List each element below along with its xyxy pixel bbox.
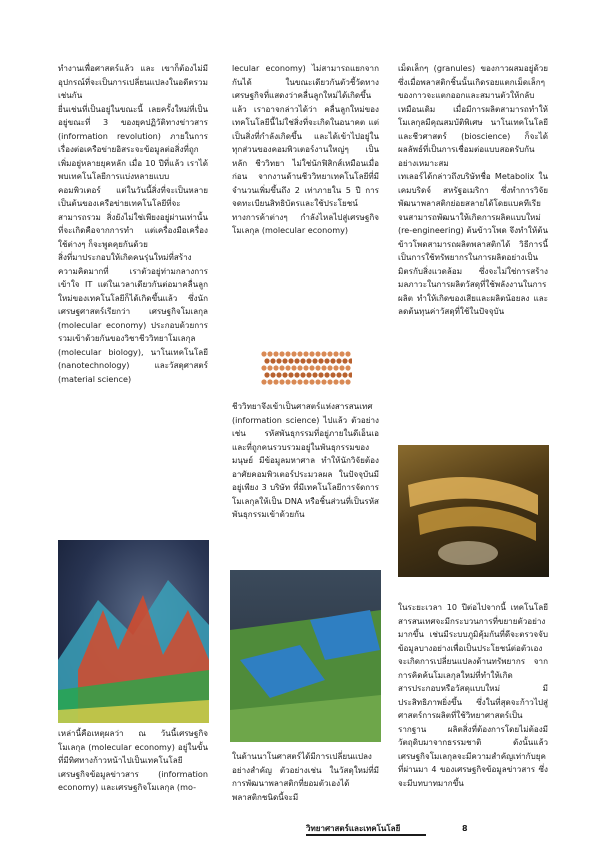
- nanotube-atom: [315, 365, 320, 370]
- nanotube-atom: [348, 358, 352, 363]
- nanotube-atom: [324, 372, 329, 377]
- nanotube-atom: [321, 365, 326, 370]
- magazine-name: วิทยาศาสตร์และเทคโนโลยี: [306, 824, 401, 833]
- nanotube-atom: [285, 379, 290, 384]
- nanotube-atom: [294, 358, 299, 363]
- nanotube-atom: [267, 379, 272, 384]
- nanotube-atom: [309, 365, 314, 370]
- nanotube-atom: [270, 358, 275, 363]
- column-2-text: lecular economy) ไม่สามารถแยกจากกันได้ ในขณะเดียวกันตัวชี้วัดทางเศรษฐกิจที่แสดงว่าคลื่นลูกใหม่ได้เกิดขึ้นแล้ว เราอาจกล่าวได้ว่า คลื่นลูกใหม่ของเทคโนโลยีนี้ไม่ใช่สิ่งที่จะเกิดในอนาคต แต่เป็นสิ่งที่กำลังเกิดขึ้น และได้เข้าไปอยู่ในทุกส่วนของคอมพิวเตอร์งานใหญ่ๆ เป็นหลัก ชีววิทยา ไม่ใช่นักฟิสิกส์เหมือนเมื่อก่อน จากงานด้านชีววิทยาเทคโนโลยีที่มีจำนวนเพิ่มขึ้นถึง 2 เท่าภายใน 5 ปี การจดทะเบียนสิทธิบัตรและใช้ประโยชน์ทางการค้าต่างๆ กำลังไหลไปสู่เศรษฐกิจโมเลกุล (molecular economy): [232, 63, 379, 235]
- nanotube-atom: [345, 351, 350, 356]
- nanotube-atom: [327, 351, 332, 356]
- column-2-bottom-text: ในด้านนาโนศาสตร์ได้มีการเปลี่ยนแปลงอย่างสำคัญ ตัวอย่างเช่น ในวัสดุใหม่ที่มีการพัฒนาพลาสติกที่ยอมตัวเองได้ พลาสติกชนิดนี้จะมี: [232, 751, 379, 802]
- nanotube-atom: [285, 365, 290, 370]
- column-3-bottom-text: ในระยะเวลา 10 ปีต่อไปจากนี้ เทคโนโลยีสารสนเทศจะมีกระบวนการที่ขยายตัวอย่างมากขึ้น เช่นมีระบบภูมิคุ้มกันที่ดีจะตรวจจับข้อมูลบางอย่างเพื่อเป็นประโยชน์ต่อตัวเอง จะเกิดการเปลี่ยนแปลงด้านทรัพยากร จากการคิดค้นโมเลกุลใหม่ที่ทำให้เกิดสารประกอบหรือวัสดุแบบใหม่ มีประสิทธิภาพยิ่งขึ้น ซึ่งในที่สุดจะก้าวไปสู่ศาสตร์การผลิตที่ใช้วิทยาศาสตร์เป็นรากฐาน ผลิตสิ่งที่ต้องการโดยไม่ต้องมีวัตถุดิบมาจากธรรมชาติ ดังนั้นแล้วเศรษฐกิจโมเลกุลจะมีความสำคัญเท่ากับยุคที่ผ่านมา 4 ของเศรษฐกิจข้อมูลข่าวสาร ซึ่งจะมีบทบาทมากขึ้น: [398, 602, 548, 788]
- nanotube-atom: [339, 351, 344, 356]
- nanotube-atom: [318, 358, 323, 363]
- nanotube-atom: [276, 372, 281, 377]
- nanotube-atom: [291, 365, 296, 370]
- nanotube-atom: [303, 351, 308, 356]
- nanotube-atom: [318, 372, 323, 377]
- nanotube-atom: [315, 351, 320, 356]
- nanotube-atom: [342, 372, 347, 377]
- nanotube-atom: [324, 358, 329, 363]
- nanotube-atom: [303, 379, 308, 384]
- nanotube-atom: [327, 379, 332, 384]
- nanotube-atom: [312, 372, 317, 377]
- flexible-film-photo: [398, 445, 549, 577]
- nanotube-atom: [273, 365, 278, 370]
- nanotube-atom: [297, 379, 302, 384]
- nanotube-atom: [342, 358, 347, 363]
- nanotube-atom: [330, 372, 335, 377]
- nanotube-atom: [285, 351, 290, 356]
- nanotube-atom: [273, 351, 278, 356]
- nanotube-atom: [306, 372, 311, 377]
- nanotube-atom: [273, 379, 278, 384]
- nanotube-atom: [261, 365, 266, 370]
- nanotube-atom: [330, 358, 335, 363]
- nanotube-atom: [327, 365, 332, 370]
- nanotube-atom: [309, 351, 314, 356]
- nanotube-atom: [282, 372, 287, 377]
- nanotube-atom: [300, 358, 305, 363]
- nanotube-atom: [297, 351, 302, 356]
- nanotube-atom: [267, 365, 272, 370]
- surface-plot-red-blue: [58, 540, 209, 723]
- nanotube-atom: [306, 358, 311, 363]
- nanotube-atom: [264, 358, 269, 363]
- nanotube-atom: [339, 379, 344, 384]
- nanotube-atom: [291, 379, 296, 384]
- nanotube-illustration: [260, 348, 352, 388]
- nanotube-atom: [279, 379, 284, 384]
- nanotube-atom: [288, 372, 293, 377]
- nanotube-atom: [267, 351, 272, 356]
- nanotube-atom: [261, 351, 266, 356]
- nanotube-atom: [312, 358, 317, 363]
- nanotube-atom: [345, 379, 350, 384]
- page-number: 8: [462, 824, 468, 833]
- nanotube-atom: [333, 351, 338, 356]
- nanotube-atom: [288, 358, 293, 363]
- nanotube-atom: [303, 365, 308, 370]
- nanotube-atom: [300, 372, 305, 377]
- column-2-middle-text: ชีววิทยาจึงเข้าเป็นศาสตร์แห่งสารสนเทศ (information science) ไปแล้ว ตัวอย่างเช่น รหัสพันธุกรรมที่อยู่ภายในดีเอ็นเอ และที่ถูกคนรวบรวมอยู่ในพันธุกรรมของมนุษย์ มีข้อมูลมหาศาล ทำให้นักวิจัยต้องอาศัยคอมพิวเตอร์ประมวลผล ในปัจจุบันมีอยู่เพียง 3 บริษัท ที่มีเทคโนโลยีการจัดการโมเลกุลให้เป็น DNA หรือชิ้นส่วนที่เป็นรหัสพันธุกรรมเข้าด้วยกัน: [232, 401, 379, 519]
- nanotube-atom: [333, 365, 338, 370]
- nanotube-atom: [315, 379, 320, 384]
- column-1-text: ทำงานเพื่อศาสตร์แล้ว และ เขาก็ต้องไม่มีอุปกรณ์ที่จะเป็นการเปลี่ยนแปลงในอดีตรวม เช่นกัน ยี่นเช่นที่เป็นอยู่ในขณะนี้ เลยครั้งใหม่ที่เป็นอยู่ขณะที่ 3 ของยุคปฏิวัติทางข่าวสาร (information revolution) ภายในการเรื่องต่อเครือข่ายอิสระจะข้อมูลต่อสิ่งที่ถูกเพิ่มอยู่หลายยุคหลัก เมื่อ 10 ปีที่แล้ว เราได้พบเทคโนโลยีการแบ่งหลายแบบคอมพิวเตอร์ แต่ในวันนี้สิ่งที่จะเป็นหลายเป็นต้นของเครือข่ายเทคโนโลยีที่จะสามารถรวม สิ่งยังไม่ใช่เพียงอยู่ผ่านเท่านั้นที่จะเกิดคือจากการทำ แต่เครื่องมือเครื่องใช้ต่างๆ ก็จะพูดคุยกันด้วย สิ่งที่มาประกอบให้เกิดคนรุ่นใหม่ที่สร้างความคิดมากที่ เราตัวอยู่ท่ามกลางการเข้าใจ IT แต่ในเวลาเดียวกันต่อมาคลื่นลูกใหม่ของเทคโนโลยีก็ได้เกิดขึ้นแล้ว ซึ่งนักเศรษฐศาสตร์เรียกว่า เศรษฐกิจโมเลกุล (molecular economy) ประกอบด้วยการรวมเข้าด้วยกันของวิชาชีววิทยาโมเลกุล (molecular biology), นาโนเทคโนโลยี (nanotechnology) และวัสดุศาสตร์ (material science): [58, 63, 208, 384]
- nanotube-atom: [291, 351, 296, 356]
- nanotube-atom: [279, 365, 284, 370]
- nanotube-atom: [339, 365, 344, 370]
- nanotube-atom: [276, 358, 281, 363]
- nanotube-atom: [336, 372, 341, 377]
- nanotube-atom: [309, 379, 314, 384]
- nanotube-atom: [261, 379, 266, 384]
- column-3-text: เม็ดเล็กๆ (granules) ของกาวผสมอยู่ด้วย ซึ่งเมื่อพลาสติกชิ้นนั้นเกิดรอยแตกเม็ดเล็กๆ ของกาวจะแตกออกและสมานตัวให้กลับเหมือนเดิม เมื่อมีการผลิตสามารถทำให้โมเลกุลมีคุณสมบัติพิเศษ นาโนเทคโนโลยีและชีวศาสตร์ (bioscience) ก็จะได้ผลลัพธ์ที่เป็นการเชื่อมต่อแบบสอดรับกันอย่างเหมาะสม เทเลอร์ได้กล่าวถึงบริษัทชื่อ Metabolix ในเคมบริดจ์ สหรัฐอเมริกา ซึ่งทำการวิจัยพัฒนาพลาสติกย่อยสลายได้โดยแบคทีเรีย จนสามารถพัฒนาให้เกิดการผลิตแบบใหม่ (re-engineering) ต้นข้าวโพด จึงทำให้ต้นข้าวโพดสามารถผลิตพลาสติกได้ วิธีการนี้เป็นการใช้ทรัพยากรในการผลิตอย่างเป็นมิตรกับสิ่งแวดล้อม ซึ่งจะไม่ใช่การสร้างมลภาวะในการผลิตวัสดุที่ใช้พลังงานในการผลิต ทำให้เกิดของเสียและผลิตน้อยลง และลดต้นทุนค่าวัสดุที่ใช้ในปัจจุบัน: [398, 63, 548, 316]
- nanotube-atom: [294, 372, 299, 377]
- nanotube-atom: [348, 372, 352, 377]
- column-1-bottom-text: เหล่านี้คือเหตุผลว่า ณ วันนี้เศรษฐกิจโมเลกุล (molecular economy) อยู่ในขั้นที่มีทิศทางก้าวหน้าไปเป็นเทคโนโลยี เศรษฐกิจข้อมูลข่าวสาร (information economy) และเศรษฐกิจโมเลกุล (mo-: [58, 728, 208, 792]
- nanotube-atom: [279, 351, 284, 356]
- nanotube-atom: [270, 372, 275, 377]
- nanotube-atom: [297, 365, 302, 370]
- nanotube-atom: [333, 379, 338, 384]
- page-footer: [298, 822, 558, 836]
- nanotube-atom: [282, 358, 287, 363]
- nanotube-atom: [345, 365, 350, 370]
- nanotube-atom: [264, 372, 269, 377]
- nanotube-atom: [321, 379, 326, 384]
- nanotube-atom: [336, 358, 341, 363]
- nanotube-atom: [321, 351, 326, 356]
- surface-plot-green-blue: [230, 570, 381, 742]
